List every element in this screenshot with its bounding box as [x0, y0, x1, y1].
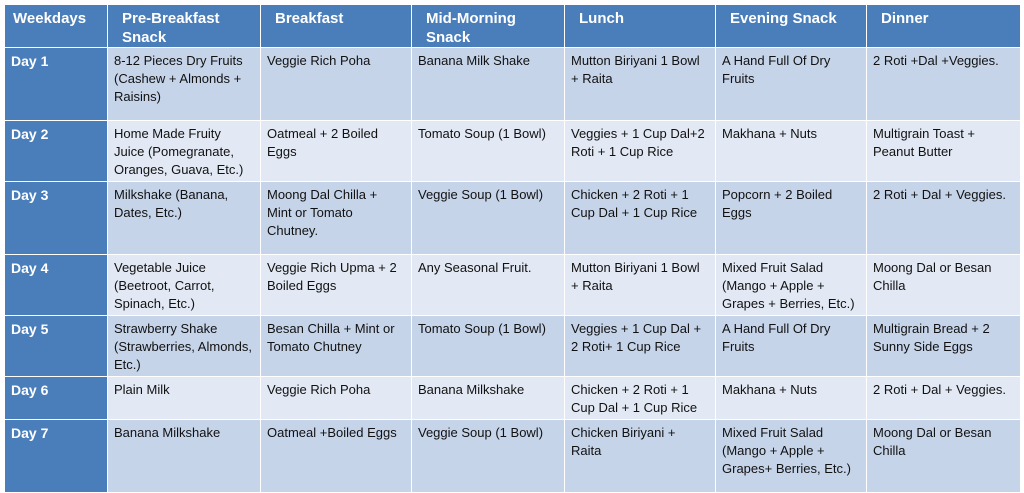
lunch-cell: Chicken + 2 Roti + 1 Cup Dal + 1 Cup Rice — [565, 182, 716, 255]
pre-breakfast-cell: Milkshake (Banana, Dates, Etc.) — [108, 182, 261, 255]
dinner-cell: Moong Dal or Besan Chilla — [867, 255, 1021, 316]
evening-snack-cell: A Hand Full Of Dry Fruits — [716, 48, 867, 121]
table-row — [5, 255, 1021, 316]
day-label: Day 4 — [5, 255, 108, 316]
header-pre-breakfast: Pre-Breakfast Snack — [108, 5, 261, 48]
table-row — [5, 48, 1021, 121]
breakfast-cell: Besan Chilla + Mint or Tomato Chutney — [261, 316, 412, 377]
day-label: Day 7 — [5, 420, 108, 493]
dinner-cell: 2 Roti + Dal + Veggies. — [867, 377, 1021, 420]
pre-breakfast-cell: Banana Milkshake — [108, 420, 261, 493]
table-row — [5, 316, 1021, 377]
mid-morning-cell: Tomato Soup (1 Bowl) — [412, 316, 565, 377]
lunch-cell: Veggies + 1 Cup Dal + 2 Roti+ 1 Cup Rice — [565, 316, 716, 377]
evening-snack-cell: Makhana + Nuts — [716, 121, 867, 182]
lunch-cell: Mutton Biriyani 1 Bowl + Raita — [565, 48, 716, 121]
mid-morning-cell: Tomato Soup (1 Bowl) — [412, 121, 565, 182]
dinner-cell: Multigrain Toast + Peanut Butter — [867, 121, 1021, 182]
header-weekdays: Weekdays — [5, 5, 108, 48]
table-row — [5, 121, 1021, 182]
day-label: Day 5 — [5, 316, 108, 377]
dinner-cell: Multigrain Bread + 2 Sunny Side Eggs — [867, 316, 1021, 377]
evening-snack-cell: Makhana + Nuts — [716, 377, 867, 420]
header-dinner: Dinner — [867, 5, 1021, 48]
day-label: Day 2 — [5, 121, 108, 182]
pre-breakfast-cell: Plain Milk — [108, 377, 261, 420]
mid-morning-cell: Veggie Soup (1 Bowl) — [412, 182, 565, 255]
dinner-cell: 2 Roti +Dal +Veggies. — [867, 48, 1021, 121]
breakfast-cell: Veggie Rich Poha — [261, 377, 412, 420]
day-label: Day 3 — [5, 182, 108, 255]
breakfast-cell: Veggie Rich Poha — [261, 48, 412, 121]
evening-snack-cell: A Hand Full Of Dry Fruits — [716, 316, 867, 377]
pre-breakfast-cell: Home Made Fruity Juice (Pomegranate, Oranges, Guava, Etc.) — [108, 121, 261, 182]
meal-plan-table — [4, 4, 1021, 493]
header-breakfast: Breakfast — [261, 5, 412, 48]
header-row — [5, 5, 1021, 48]
breakfast-cell: Veggie Rich Upma + 2 Boiled Eggs — [261, 255, 412, 316]
table-row — [5, 377, 1021, 420]
mid-morning-cell: Banana Milk Shake — [412, 48, 565, 121]
table-row — [5, 182, 1021, 255]
lunch-cell: Chicken Biriyani + Raita — [565, 420, 716, 493]
header-mid-morning: Mid-Morning Snack — [412, 5, 565, 48]
lunch-cell: Chicken + 2 Roti + 1 Cup Dal + 1 Cup Rice — [565, 377, 716, 420]
mid-morning-cell: Veggie Soup (1 Bowl) — [412, 420, 565, 493]
pre-breakfast-cell: 8-12 Pieces Dry Fruits (Cashew + Almonds + Raisins) — [108, 48, 261, 121]
breakfast-cell: Oatmeal +Boiled Eggs — [261, 420, 412, 493]
meal-plan-table-container — [4, 4, 1020, 476]
lunch-cell: Mutton Biriyani 1 Bowl + Raita — [565, 255, 716, 316]
pre-breakfast-cell: Strawberry Shake (Strawberries, Almonds, Etc.) — [108, 316, 261, 377]
dinner-cell: Moong Dal or Besan Chilla — [867, 420, 1021, 493]
table-row — [5, 420, 1021, 493]
dinner-cell: 2 Roti + Dal + Veggies. — [867, 182, 1021, 255]
header-lunch: Lunch — [565, 5, 716, 48]
evening-snack-cell: Mixed Fruit Salad (Mango + Apple + Grapes+ Berries, Etc.) — [716, 420, 867, 493]
evening-snack-cell: Popcorn + 2 Boiled Eggs — [716, 182, 867, 255]
mid-morning-cell: Any Seasonal Fruit. — [412, 255, 565, 316]
breakfast-cell: Oatmeal + 2 Boiled Eggs — [261, 121, 412, 182]
pre-breakfast-cell: Vegetable Juice (Beetroot, Carrot, Spinach, Etc.) — [108, 255, 261, 316]
mid-morning-cell: Banana Milkshake — [412, 377, 565, 420]
day-label: Day 6 — [5, 377, 108, 420]
day-label: Day 1 — [5, 48, 108, 121]
evening-snack-cell: Mixed Fruit Salad (Mango + Apple + Grapes + Berries, Etc.) — [716, 255, 867, 316]
lunch-cell: Veggies + 1 Cup Dal+2 Roti + 1 Cup Rice — [565, 121, 716, 182]
breakfast-cell: Moong Dal Chilla + Mint or Tomato Chutney. — [261, 182, 412, 255]
header-evening-snack: Evening Snack — [716, 5, 867, 48]
